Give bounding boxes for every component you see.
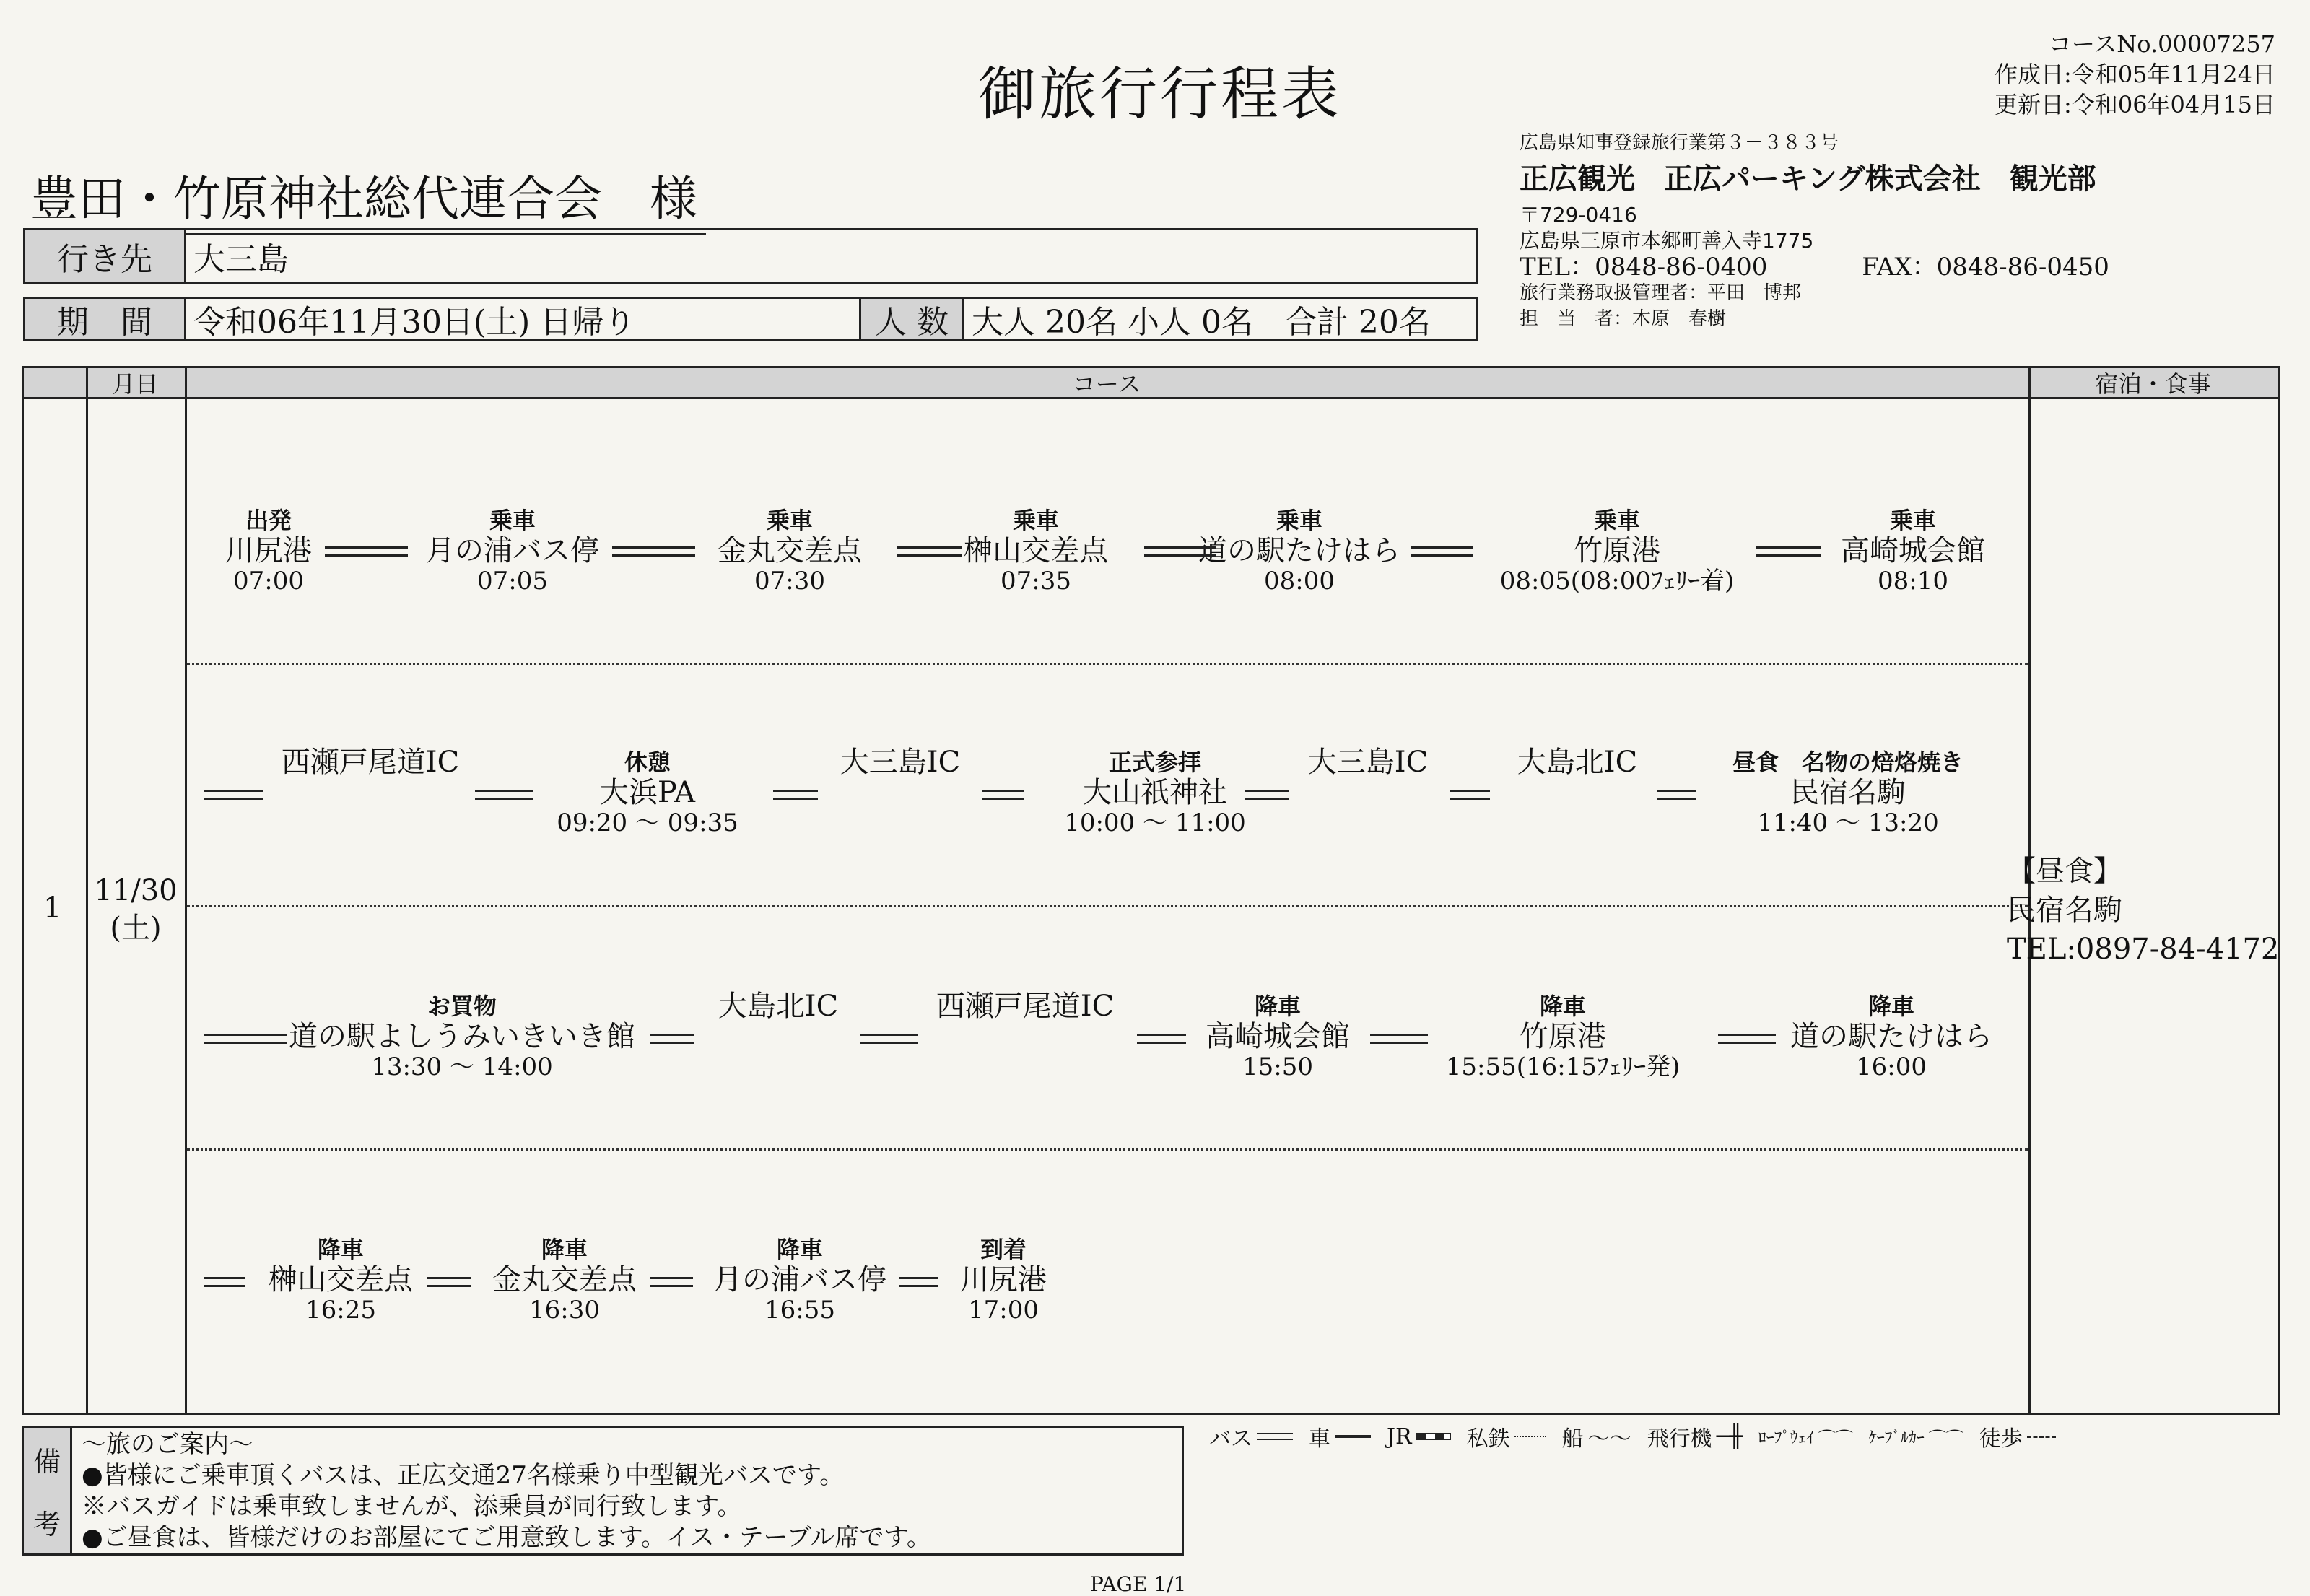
- bus-connector: [1450, 790, 1490, 800]
- bus-connector: [650, 1277, 693, 1287]
- company-name: 正広観光 正広パーキング株式会社 観光部: [1520, 162, 2096, 196]
- stop-act: 到着: [980, 1236, 1027, 1263]
- bus-connector: [1245, 790, 1289, 800]
- bus-connector: [325, 546, 408, 557]
- stop-act: 正式参拝: [1108, 749, 1201, 776]
- stop-time: 10:00 ～ 11:00: [1064, 808, 1246, 837]
- destination-value: 大三島: [193, 241, 289, 278]
- ropeway-icon: ⌒⌒: [1818, 1428, 1853, 1449]
- weekday: (土): [110, 912, 162, 945]
- itinerary-stop: [1732, 747, 1964, 838]
- stop-time: 17:00: [968, 1296, 1039, 1325]
- legend-walk: 徒歩: [1979, 1421, 2056, 1452]
- itinerary-stop: [840, 747, 960, 777]
- customer-name: 豊田・竹原神社総代連合会 様: [30, 160, 706, 235]
- remarks-box: [22, 1426, 1184, 1556]
- bus-connector: [475, 790, 533, 800]
- bus-connector: [1144, 546, 1216, 557]
- itinerary-stop: [1206, 991, 1350, 1082]
- row-divider: [187, 905, 2028, 907]
- remarks-text: [82, 1429, 931, 1553]
- page-number: PAGE 1/1: [1090, 1572, 1187, 1596]
- bus-connector: [899, 1277, 938, 1287]
- legend-airplane: 飛行機 ─╫: [1647, 1423, 1743, 1452]
- itinerary-stop: [713, 1234, 886, 1325]
- stop-name: 道の駅よしうみいきいき館: [289, 1020, 635, 1053]
- stop-time: 07:05: [477, 567, 548, 596]
- stop-name: 高崎城会館: [1841, 534, 1985, 567]
- course-meta: [1995, 29, 2275, 120]
- itinerary-stop: [1790, 991, 1992, 1082]
- bus-connector: [204, 1034, 287, 1044]
- stop-name: 竹原港: [1574, 534, 1660, 567]
- stop-time: 07:00: [233, 567, 304, 596]
- itinerary-stop: [269, 1234, 413, 1325]
- stop-act: 乗車: [766, 507, 813, 534]
- itinerary-stop: [1064, 747, 1246, 838]
- transport-legend: [1209, 1421, 2056, 1452]
- period-label: 期 間: [25, 299, 186, 339]
- legend-car: 車: [1309, 1421, 1371, 1452]
- lodging-column-header: 宿泊・食事: [2028, 368, 2278, 399]
- remark-line: ●ご昼食は、皆様だけのお部屋にてご用意致します。イス・テーブル席です。: [82, 1523, 931, 1552]
- bus-connector: [1756, 546, 1821, 557]
- stop-time: 15:50: [1242, 1052, 1313, 1081]
- date-column-header: 月日: [86, 368, 185, 399]
- bus-connector: [1370, 1034, 1428, 1044]
- row-divider: [187, 1148, 2028, 1151]
- period-value: 令和06年11月30日(土) 日帰り: [186, 299, 861, 339]
- stop-name: 大島北IC: [718, 990, 839, 1023]
- plane-icon: ─╫: [1716, 1423, 1743, 1449]
- stop-name: 道の駅たけはら: [1790, 1020, 1992, 1053]
- itinerary-stop: [1517, 747, 1637, 777]
- stop-act: 降車: [1254, 993, 1301, 1020]
- itinerary-stop: [1841, 505, 1985, 596]
- remarks-label: 備 考: [24, 1428, 72, 1553]
- bus-connector: [1657, 790, 1696, 800]
- stop-time: 16:25: [305, 1296, 376, 1325]
- stop-name: 西瀬戸尾道IC: [281, 746, 460, 779]
- stop-time: 13:30 ～ 14:00: [371, 1052, 553, 1081]
- bus-connector: [773, 790, 818, 800]
- itinerary-stop: [492, 1234, 637, 1325]
- date-value: 11/30: [94, 874, 178, 907]
- company-fax: FAX：0848-86-0450: [1862, 253, 2109, 282]
- stop-act: 降車: [1867, 993, 1914, 1020]
- stop-act: 乗車: [1012, 507, 1059, 534]
- stop-name: 大島北IC: [1517, 746, 1638, 779]
- bus-connector: [204, 1277, 245, 1287]
- meal-place: 民宿名駒: [2007, 894, 2122, 927]
- stop-name: 大山祇神社: [1083, 776, 1227, 809]
- stop-time: 16:00: [1856, 1052, 1927, 1081]
- itinerary-stop: [936, 991, 1114, 1021]
- stop-name: 金丸交差点: [718, 534, 862, 567]
- bus-connector: [860, 1034, 918, 1044]
- stop-name: 大浜PA: [599, 776, 696, 809]
- wave-icon: 〜〜: [1587, 1426, 1631, 1452]
- divider: [185, 368, 187, 1413]
- stop-name: 月の浦バス停: [713, 1263, 886, 1296]
- bus-connector: [612, 546, 695, 557]
- itinerary-stop: [960, 1234, 1047, 1325]
- course-column-header: コース: [185, 368, 2028, 399]
- itinerary-stop: [1308, 747, 1428, 777]
- period-row: [23, 297, 1478, 341]
- stop-name: 竹原港: [1520, 1020, 1606, 1053]
- itinerary-stop: [1198, 505, 1400, 596]
- legend-cable-car: ｹｰﾌﾞﾙｶｰ ⌒⌒: [1869, 1424, 1964, 1449]
- stop-time: 16:30: [529, 1296, 600, 1325]
- divider: [86, 368, 88, 1413]
- stop-act: 休憩: [624, 749, 671, 776]
- stop-act: 出発: [245, 507, 292, 534]
- itinerary-stop: [718, 991, 838, 1021]
- created-date: 作成日:令和05年11月24日: [1995, 61, 2275, 88]
- company-address: 広島県三原市本郷町善入寺1775: [1520, 229, 1814, 253]
- destination-label: 行き先: [25, 230, 186, 282]
- contact-row: [1520, 254, 2109, 280]
- bus-connector: [982, 790, 1024, 800]
- itinerary-stop: [1446, 991, 1681, 1082]
- stop-act: 乗車: [1593, 507, 1640, 534]
- stop-act: 昼食 名物の焙烙焼き: [1732, 749, 1964, 776]
- stop-act: 降車: [541, 1236, 588, 1263]
- stop-time: 08:00: [1264, 567, 1335, 596]
- itinerary-stop: [426, 505, 599, 596]
- bus-connector: [204, 790, 263, 800]
- stop-name: 大三島IC: [840, 746, 961, 779]
- stop-name: 民宿名駒: [1790, 776, 1906, 809]
- legend-ship: 船 〜〜: [1562, 1421, 1631, 1452]
- stop-act: 降車: [317, 1236, 364, 1263]
- registration-number: 広島県知事登録旅行業第３－３８３号: [1520, 132, 1839, 154]
- stop-time: 15:55(16:15ﾌｪﾘｰ発): [1445, 1052, 1681, 1081]
- legend-jr: JR: [1387, 1424, 1451, 1449]
- itinerary-stop: [964, 505, 1108, 596]
- stop-act: 降車: [776, 1236, 823, 1263]
- stop-act: 乗車: [1276, 507, 1322, 534]
- remark-line: ●皆様にご乗車頂くバスは、正広交通27名様乗り中型観光バスです。: [82, 1461, 845, 1490]
- stop-name: 川尻港: [225, 534, 312, 567]
- legend-ropeway: ﾛｰﾌﾟｳｪｲ ⌒⌒: [1758, 1424, 1853, 1449]
- stop-name: 高崎城会館: [1206, 1020, 1350, 1053]
- stop-act: お買物: [427, 993, 497, 1020]
- stop-act: 降車: [1539, 993, 1586, 1020]
- itinerary-stop: [289, 991, 635, 1082]
- bus-connector: [897, 546, 962, 557]
- bus-connector: [1137, 1034, 1186, 1044]
- stop-name: 月の浦バス停: [426, 534, 599, 567]
- stop-name: 金丸交差点: [492, 1263, 637, 1296]
- staff-name: 担 当 者：木原 春樹: [1520, 308, 1727, 330]
- bus-connector: [1718, 1034, 1776, 1044]
- stop-name: 榊山交差点: [269, 1263, 413, 1296]
- row-divider: [187, 663, 2028, 665]
- legend-bus: バス: [1209, 1421, 1293, 1452]
- updated-date: 更新日:令和06年04月15日: [1995, 91, 2275, 118]
- meal-label: 【昼食】: [2007, 855, 2122, 888]
- bus-connector: [427, 1277, 471, 1287]
- destination-row: [23, 228, 1478, 284]
- course-number: コースNo.00007257: [2048, 30, 2275, 58]
- day-number: 1: [43, 891, 62, 925]
- company-tel: TEL：0848-86-0400: [1520, 253, 1768, 282]
- itinerary-stop: [557, 747, 738, 838]
- cable-icon: ⌒⌒: [1928, 1428, 1964, 1449]
- stop-act: 乗車: [1889, 507, 1936, 534]
- bus-connector: [1411, 546, 1473, 557]
- itinerary-stop: [225, 505, 312, 596]
- remark-line: ※バスガイドは乗車致しませんが、添乗員が同行致します。: [82, 1492, 742, 1521]
- stop-time: 07:35: [1001, 567, 1071, 596]
- stop-time: 08:05(08:00ﾌｪﾘｰ着): [1499, 567, 1735, 596]
- stop-name: 西瀬戸尾道IC: [936, 990, 1115, 1023]
- company-info: [1520, 130, 2109, 332]
- stop-act: 乗車: [489, 507, 536, 534]
- day-date: [92, 872, 179, 947]
- people-value: 大人 20名 小人 0名 合計 20名: [972, 304, 1431, 341]
- itinerary-stop: [718, 505, 862, 596]
- stop-name: 榊山交差点: [964, 534, 1108, 567]
- travel-manager: 旅行業務取扱管理者：平田 博邦: [1520, 282, 1802, 304]
- remark-line: ～旅のご案内～: [82, 1430, 253, 1459]
- stop-name: 大三島IC: [1307, 746, 1429, 779]
- legend-private-railway: 私鉄: [1467, 1421, 1546, 1452]
- people-label: 人 数: [861, 299, 964, 339]
- itinerary-stop: [1500, 505, 1735, 596]
- stop-time: 08:10: [1878, 567, 1948, 596]
- stop-time: 16:55: [764, 1296, 835, 1325]
- document-title: 御旅行行程表: [978, 61, 1342, 128]
- meal-info: [2007, 852, 2279, 969]
- meal-tel: TEL:0897-84-4172: [2007, 933, 2280, 966]
- itinerary-stop: [282, 747, 459, 777]
- stop-time: 09:20 ～ 09:35: [557, 808, 738, 837]
- stop-time: 07:30: [754, 567, 825, 596]
- stop-name: 道の駅たけはら: [1198, 534, 1400, 567]
- stop-time: 11:40 ～ 13:20: [1757, 808, 1939, 837]
- postal-code: 〒729-0416: [1520, 203, 1637, 227]
- stop-name: 川尻港: [960, 1263, 1047, 1296]
- bus-connector: [650, 1034, 694, 1044]
